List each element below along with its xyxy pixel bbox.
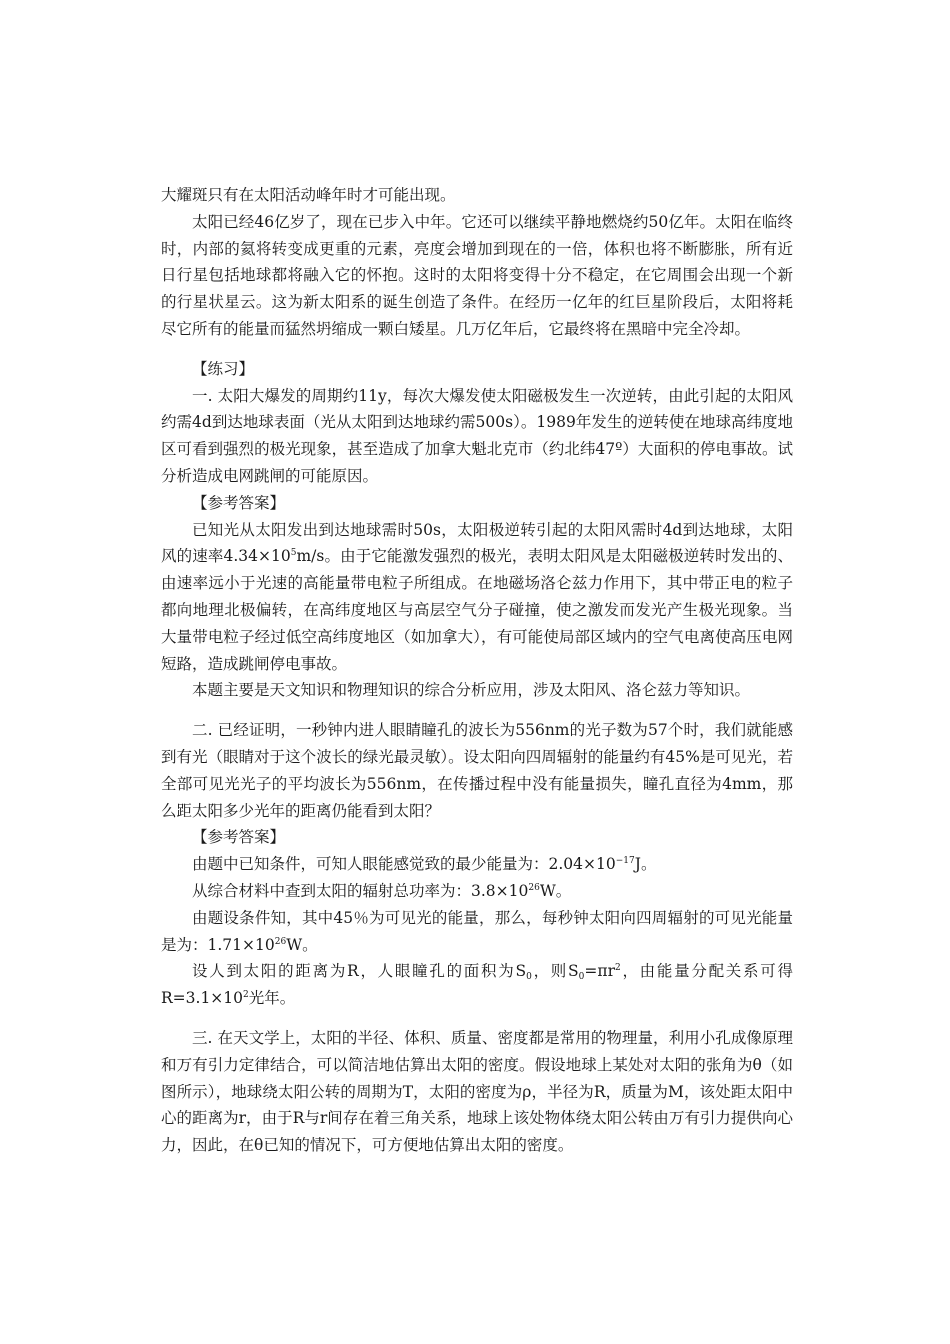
answer-2-line-1-exponent: −17 (615, 856, 635, 867)
answer-2-line-4-subscript-b: 0 (578, 972, 585, 983)
answer-2-line-1-unit: J。 (634, 855, 657, 874)
answer-2-line-3 (161, 905, 793, 959)
answer-2-line-4-text-b: ，则S (531, 962, 579, 981)
answer-2-line-1 (161, 851, 793, 878)
answer-2-line-4-text-a: 设人到太阳的距离为R，人眼瞳孔的面积为S (192, 962, 527, 981)
answer-2-line-4 (161, 958, 793, 1012)
answer-2-line-3-unit: W。 (286, 935, 318, 954)
answer-2-line-2-unit: W。 (539, 881, 572, 900)
answer-2-line-4-text-d: ，由能量分配关系可得R=3.1×10 (161, 962, 793, 1008)
document-page (161, 182, 793, 1159)
practice-heading: 【练习】 (192, 359, 255, 378)
answer-2-line-1-text: 由题中已知条件，可知人眼能感觉致的最少能量为：2.04×10 (192, 855, 616, 874)
answer-2-line-4-subscript-a: 0 (526, 972, 532, 983)
answer-1-note: 本题主要是天文知识和物理知识的综合分析应用，涉及太阳风、洛仑兹力等知识。 (192, 681, 751, 700)
answer-2-line-4-text-e: 光年。 (248, 989, 296, 1008)
question-3: 三. 在天文学上，太阳的半径、体积、质量、密度都是常用的物理量，利用小孔成像原理和万有引力定律结合，可以简洁地估算出太阳的密度。假设地球上某处对太阳的张角为θ（如图所示），地球绕太阳公转的周期为T，太阳的密度为ρ，半径为R，质量为M，该处距太阳中心的距离为r，由于R与r间存在着三角关系，地球上该处物体绕太阳公转由万有引力提供向心力，因此，在θ已知的情况下，可方便地估算出太阳的密度。 (161, 1028, 793, 1155)
answer-2-line-2-exponent: 26 (528, 882, 540, 893)
answer-heading-2: 【参考答案】 (192, 828, 286, 847)
answer-1-exponent: 5 (290, 548, 297, 559)
answer-1-text-a: 已知光从太阳发出到达地球需时50s，太阳极逆转引起的太阳风需时4d到达地球，太阳风的速率4.34×10 (161, 520, 793, 566)
answer-1-text-b: m/s。由于它能激发强烈的极光，表明太阳风是太阳磁极逆转时发出的、由速率远小于光速的高能量带电粒子所组成。在地磁场洛仑兹力作用下，其中带正电的粒子都向地理北极偏转，在高纬度地区与高层空气分子碰撞，使之激发而发光产生极光现象。当大量带电粒子经过低空高纬度地区（如加拿大），有可能使局部区域内的空气电离使高压电网短路，造成跳闸停电事故。 (161, 547, 793, 673)
answer-2-line-2 (161, 878, 793, 905)
answer-2-line-4-exponent-b: 2 (243, 990, 249, 1001)
answer-2-line-4-exponent-a: 2 (614, 963, 621, 974)
question-2: 二. 已经证明，一秒钟内进人眼睛瞳孔的波长为556nm的光子数为57个时，我们就能感到有光（眼睛对于这个波长的绿光最灵敏）。设太阳向四周辐射的能量约有45%是可见光，若全部可见光光子的平均波长为556nm，在传播过程中没有能量损失，瞳孔直径为4mm，那么距太阳多少光年的距离仍能看到太阳？ (161, 721, 793, 820)
answer-1 (161, 517, 793, 678)
spacer (161, 1012, 793, 1025)
answer-2-line-2-text: 从综合材料中查到太阳的辐射总功率为：3.8×10 (192, 881, 529, 900)
answer-2-line-3-text: 由题设条件知，其中45％为可见光的能量，那么，每秒钟太阳向四周辐射的可见光能量是为：1.71×10 (161, 908, 793, 954)
paragraph-sun-lifecycle: 太阳已经46亿岁了，现在已步入中年。它还可以继续平静地燃烧约50亿年。太阳在临终时，内部的氦将转变成更重的元素，亮度会增加到现在的一倍，体积也将不断膨胀，所有近日行星包括地球都将融入它的怀抱。这时的太阳将变得十分不稳定，在它周围会出现一个新的行星状星云。这为新太阳系的诞生创造了条件。在经历一亿年的红巨星阶段后，太阳将耗尽它所有的能量而猛然坍缩成一颗白矮星。几万亿年后，它最终将在黑暗中完全冷却。 (161, 212, 793, 338)
answer-2-line-3-exponent: 26 (274, 936, 287, 947)
spacer (161, 343, 793, 356)
answer-2-line-4-text-c: =πr (584, 962, 615, 981)
question-1: 一. 太阳大爆发的周期约11y，每次大爆发使太阳磁极发生一次逆转，由此引起的太阳风约需4d到达地球表面（光从太阳到达地球约需500s）。1989年发生的逆转使在地球高纬度地区可看到强烈的极光现象，甚至造成了加拿大魁北克市（约北纬47º）大面积的停电事故。试分析造成电网跳闸的可能原因。 (161, 386, 793, 485)
spacer (161, 704, 793, 717)
paragraph-flare-note: 大耀斑只有在太阳活动峰年时才可能出现。 (161, 186, 456, 204)
answer-heading-1: 【参考答案】 (192, 493, 286, 512)
